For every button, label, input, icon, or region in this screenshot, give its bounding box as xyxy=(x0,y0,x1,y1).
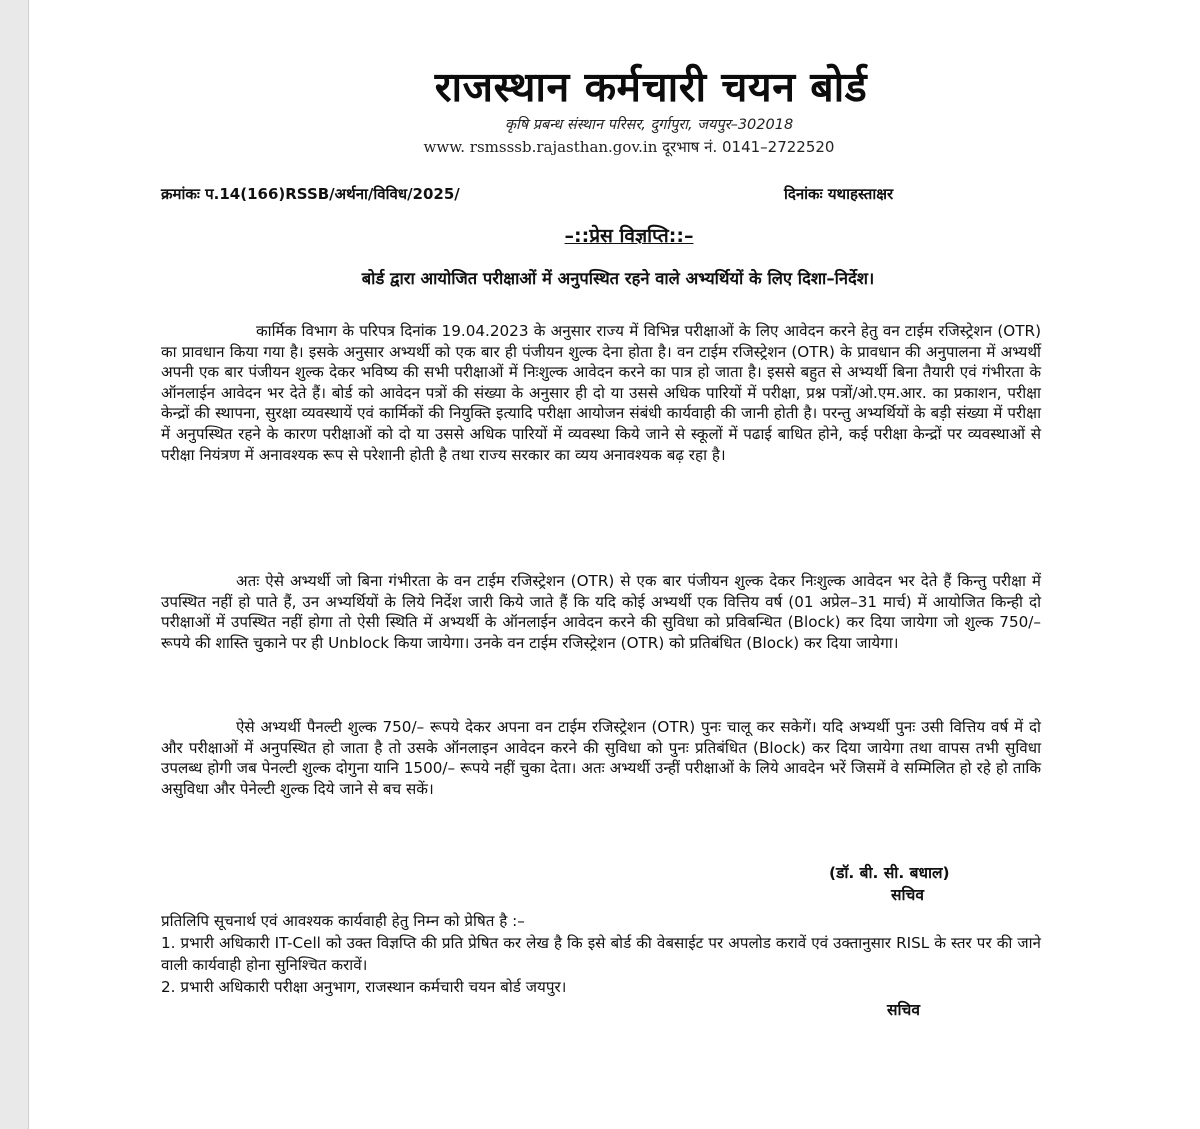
subject-line: बोर्ड द्वारा आयोजित परीक्षाओं में अनुपस्थित रहने वाले अभ्यर्थियों के लिए दिशा–निर्देश। xyxy=(361,269,875,288)
copy-to-item: 2. प्रभारी अधिकारी परीक्षा अनुभाग, राजस्थान कर्मचारी चयन बोर्ड जयपुर। xyxy=(161,978,567,996)
body-paragraph-1: कार्मिक विभाग के परिपत्र दिनांक 19.04.2023 के अनुसार राज्य में विभिन्न परीक्षाओं के लिए आवेदन करने हेतु वन टाईम रजिस्ट्रेशन (OTR) का प्रावधान किया गया है। इसके अनुसार अभ्यर्थी को एक बार ही पंजीयन शुल्क देना होता है। वन टाईम रजिस्ट्रेशन (OTR) के प्रावधान की अनुपालना में अभ्यर्थी अपनी एक बार पंजीयन शुल्क देकर भविष्य की सभी परीक्षाओं में निःशुल्क आवेदन करने का पात्र हो जाता है। इससे बहुत से अभ्यर्थी बिना तैयारी एवं गंभीरता के ऑनलाईन आवेदन भर देते हैं। बोर्ड को आवेदन पत्रों की संख्या के अनुसार ही दो या उससे अधिक पारियों में परीक्षा, प्रश्न पत्रों/ओ.एम.आर. का प्रकाशन, परीक्षा केन्द्रों की स्थापना, सुरक्षा व्यवस्थायें एवं कार्मिकों की नियुक्ति इत्यादि परीक्षा आयोजन संबंधी कार्यवाही की जानी होती है। परन्तु अभ्यर्थियों के बड़ी संख्या में परीक्षा में अनुपस्थित रहने के कारण परीक्षाओं को दो या उससे अधिक पारियों में व्यवस्था किये जाने से स्कूलों में पढाई बाधित होने, कई परीक्षा केन्द्रों पर व्यवस्थाओं से परीक्षा नियंत्रण में अनावश्यक रूप से परेशानी होती है तथा राज्य सरकार का व्यय अनावश्यक बढ़ रहा है। xyxy=(161,322,1041,464)
body-paragraph-2: अतः ऐसे अभ्यर्थी जो बिना गंभीरता के वन टाईम रजिस्ट्रेशन (OTR) से एक बार पंजीयन शुल्क देकर निःशुल्क आवेदन भर देते हैं किन्तु परीक्षा में उपस्थित नहीं हो पाते हैं, उन अभ्यर्थियों के लिये निर्देश जारी किये जाते हैं कि यदि कोई अभ्यर्थी एक वित्तिय वर्ष (01 अप्रेल–31 मार्च) में आयोजित किन्ही दो परीक्षाओं में उपस्थित नहीं होगा तो ऐसी स्थिति में अभ्यर्थी के ऑनलाईन आवेदन करने की सुविधा को प्रविबन्धित (Block) कर दिया जायेगा जो शुल्क 750/– रूपये की शास्ति चुकाने पर ही Unblock किया जायेगा। उनके वन टाईम रजिस्ट्रेशन (OTR) को प्रतिबंधित (Block) कर दिया जायेगा। xyxy=(161,572,1041,652)
body-paragraph-3: ऐसे अभ्यर्थी पैनल्टी शुल्क 750/– रूपये देकर अपना वन टाईम रजिस्ट्रेशन (OTR) पुनः चालू कर सकेगें। यदि अभ्यर्थी पुनः उसी वित्तिय वर्ष में दो और परीक्षाओं में अनुपस्थित हो जाता है तो उसके ऑनलाइन आवेदन करने की सुविधा को पुनः प्रतिबंधित (Block) कर दिया जायेगा तथा वापस तभी सुविधा उपलब्ध होगी जब पेनल्टी शुल्क दोगुना यानि 1500/– रूपये नहीं चुका देता। अतः अभ्यर्थी उन्हीं परीक्षाओं के लिये आवदेन भरें जिसमें वे सम्मिलित हो रहे हो ताकि असुविधा और पेनेल्टी शुल्क दिये जाने से बच सकें। xyxy=(161,718,1041,798)
copy-to-intro: प्रतिलिपि सूचनार्थ एवं आवश्यक कार्यवाही हेतु निम्न को प्रेषित है :– xyxy=(161,912,525,930)
copy-to-section xyxy=(161,910,1041,998)
board-address: कृषि प्रबन्ध संस्थान परिसर, दुर्गापुरा, जयपुर–302018 xyxy=(504,117,794,133)
reference-date: दिनांकः यथाहस्ताक्षर xyxy=(784,185,894,203)
copy-to-designation: सचिव xyxy=(887,1001,920,1019)
document-page xyxy=(28,0,1200,1129)
signatory-name: (डॉ. बी. सी. बधाल) xyxy=(829,864,950,882)
copy-to-item: 1. प्रभारी अधिकारी IT-Cell को उक्त विज्ञप्ति की प्रति प्रेषित कर लेख है कि इसे बोर्ड की वेबसाईट पर अपलोड करावें एवं उक्तानुसार RISL के स्तर पर की जाने वाली कार्यवाही होना सुनिश्चित करावें। xyxy=(161,934,1041,974)
contact-line xyxy=(369,137,889,157)
board-title: राजस्थान कर्मचारी चयन बोर्ड xyxy=(434,63,868,111)
website-link[interactable]: www. rsmsssb.rajasthan.gov.in xyxy=(423,138,658,156)
reference-number: क्रमांकः प.14(166)RSSB/अर्थना/विविध/2025/ xyxy=(161,185,460,203)
phone-number: दूरभाष नं. 0141–2722520 xyxy=(662,138,835,156)
press-release-heading: –::प्रेस विज्ञप्ति::– xyxy=(564,225,694,247)
signatory-designation: सचिव xyxy=(891,886,924,904)
